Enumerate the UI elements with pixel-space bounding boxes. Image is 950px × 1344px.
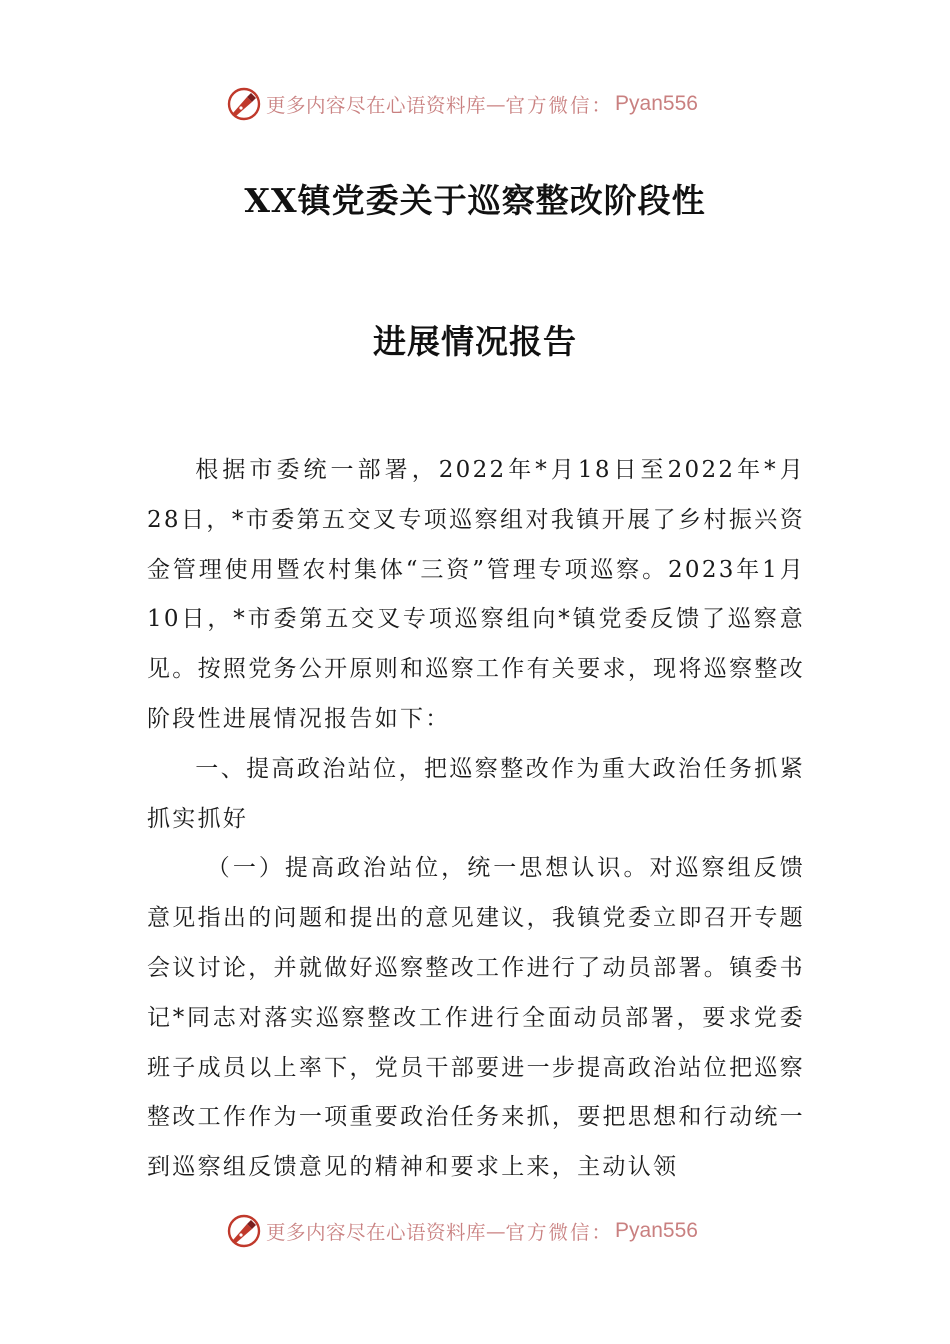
body-paragraph-2: （一）提高政治站位，统一思想认识。对巡察组反馈意见指出的问题和提出的意见建议，我镇党委立即召开专题会议讨论，并就做好巡察整改工作进行了动员部署。镇委书记*同志对落实巡察整改工作进行全面动员部署，要求党委班子成员以上率下，党员干部要进一步提高政治站位把巡察整改工作作为一项重要政治任务来抓，要把思想和行动统一到巡察组反馈意见的精神和要求上来，主动认领 <box>147 855 805 1181</box>
pen-nib-logo-icon <box>226 86 262 122</box>
header-watermark <box>226 84 698 124</box>
watermark-label: 官方微信： <box>505 94 614 117</box>
watermark-separator: — <box>486 92 506 116</box>
watermark-label: 官方微信： <box>505 1221 614 1244</box>
body-paragraph-1: 根据市委统一部署，2022年*月18日至2022年*月28日，*市委第五交叉专项巡察组对我镇开展了乡村振兴资金管理使用暨农村集体“三资”管理专项巡察。2023年1月10日，*市委第五交叉专项巡察组向*镇党委反馈了巡察意见。按照党务公开原则和巡察工作有关要求，现将巡察整改阶段性进展情况报告如下： <box>147 457 805 732</box>
watermark-wechat-id: Pyan556 <box>615 92 698 115</box>
section-heading-1: 一、提高政治站位，把巡察整改作为重大政治任务抓紧抓实抓好 <box>147 755 805 832</box>
document-title-line-1: XX镇党委关于巡察整改阶段性 <box>244 181 706 220</box>
watermark-separator: — <box>486 1219 506 1243</box>
document-body <box>147 446 805 1193</box>
document-title-line-2: 进展情况报告 <box>373 322 577 361</box>
footer-watermark <box>226 1211 698 1251</box>
watermark-site-text: 更多内容尽在心语资料库 <box>266 94 487 117</box>
watermark-wechat-id: Pyan556 <box>615 1219 698 1242</box>
watermark-site-text: 更多内容尽在心语资料库 <box>266 1221 487 1244</box>
pen-nib-logo-icon <box>226 1213 262 1249</box>
